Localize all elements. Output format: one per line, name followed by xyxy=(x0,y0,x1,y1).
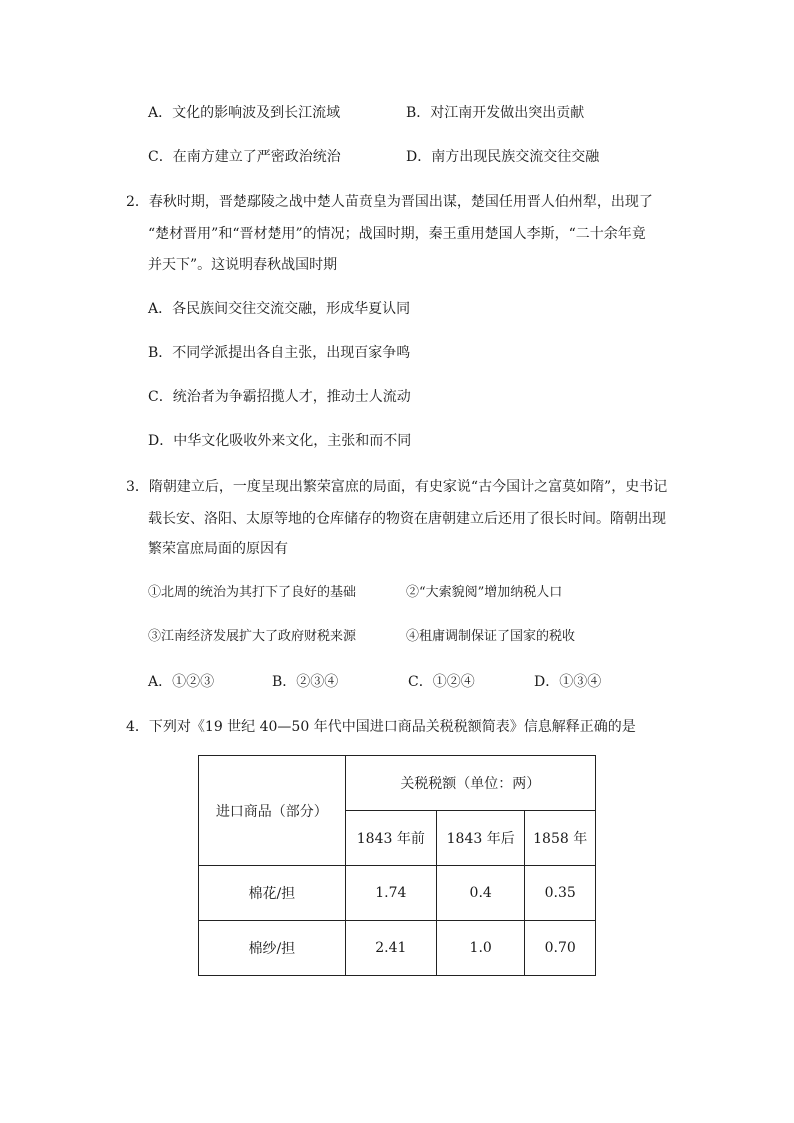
table-cell-item: 棉纱/担 xyxy=(199,921,346,976)
q3-stem-line-1: 3．隋朝建立后，一度呈现出繁荣富庶的局面，有史家说“古今国计之富莫如隋”，史书记 xyxy=(126,479,668,495)
q2-stem-line-3: 并天下”。这说明春秋战国时期 xyxy=(148,257,338,273)
q3-option-a: A．①②③ xyxy=(148,674,215,690)
q1-option-c: C．在南方建立了严密政治统治 xyxy=(148,149,341,165)
q2-option-b: B．不同学派提出各自主张，出现百家争鸣 xyxy=(148,345,411,361)
table-cell-value: 2.41 xyxy=(345,921,436,976)
table-header-commodity: 进口商品（部分） xyxy=(199,756,346,866)
q3-option-d: D．①③④ xyxy=(534,674,602,690)
q2-option-a: A．各民族间交往交流交融，形成华夏认同 xyxy=(148,301,411,317)
table-row xyxy=(199,921,596,976)
q3-item-2: ②“大索貌阅”增加纳税人口 xyxy=(406,585,563,600)
q1-option-d: D．南方出现民族交流交往交融 xyxy=(406,149,600,165)
q1-option-b: B．对江南开发做出突出贡献 xyxy=(406,105,585,121)
table-header-period: 1858 年 xyxy=(525,811,596,866)
q3-item-4: ④租庸调制保证了国家的税收 xyxy=(406,629,576,644)
q3-option-b: B．②③④ xyxy=(272,674,339,690)
table-cell-value: 0.4 xyxy=(436,866,524,921)
q2-stem-line-1: 2．春秋时期，晋楚鄢陵之战中楚人苗贲皇为晋国出谋，楚国任用晋人伯州犁，出现了 xyxy=(126,194,653,210)
table-cell-value: 1.74 xyxy=(345,866,436,921)
q2-option-c: C．统治者为争霸招揽人才，推动士人流动 xyxy=(148,389,411,405)
q2-option-d: D．中华文化吸收外来文化，主张和而不同 xyxy=(148,433,412,449)
table-cell-value: 1.0 xyxy=(436,921,524,976)
q4-stem: 4．下列对《19 世纪 40—50 年代中国进口商品关税税额简表》信息解释正确的是 xyxy=(126,719,636,735)
q3-option-c: C．①②④ xyxy=(408,674,475,690)
table-header-period: 1843 年后 xyxy=(436,811,524,866)
q2-stem-line-2: “楚材晋用”和“晋材楚用”的情况；战国时期，秦王重用楚国人李斯，“二十余年竟 xyxy=(148,226,646,242)
q3-item-3: ③江南经济发展扩大了政府财税来源 xyxy=(148,629,357,644)
table-cell-value: 0.35 xyxy=(525,866,596,921)
table-row xyxy=(199,866,596,921)
q3-stem-line-3: 繁荣富庶局面的原因有 xyxy=(148,541,288,557)
table-header-period: 1843 年前 xyxy=(345,811,436,866)
q1-option-a: A．文化的影响波及到长江流域 xyxy=(148,105,341,121)
tariff-table xyxy=(198,755,596,976)
q3-item-1: ①北周的统治为其打下了良好的基础 xyxy=(148,585,357,600)
q3-stem-line-2: 载长安、洛阳、太原等地的仓库储存的物资在唐朝建立后还用了很长时间。隋朝出现 xyxy=(148,511,666,527)
table-cell-item: 棉花/担 xyxy=(199,866,346,921)
table-cell-value: 0.70 xyxy=(525,921,596,976)
table-header-tariff: 关税税额（单位：两） xyxy=(345,756,595,811)
